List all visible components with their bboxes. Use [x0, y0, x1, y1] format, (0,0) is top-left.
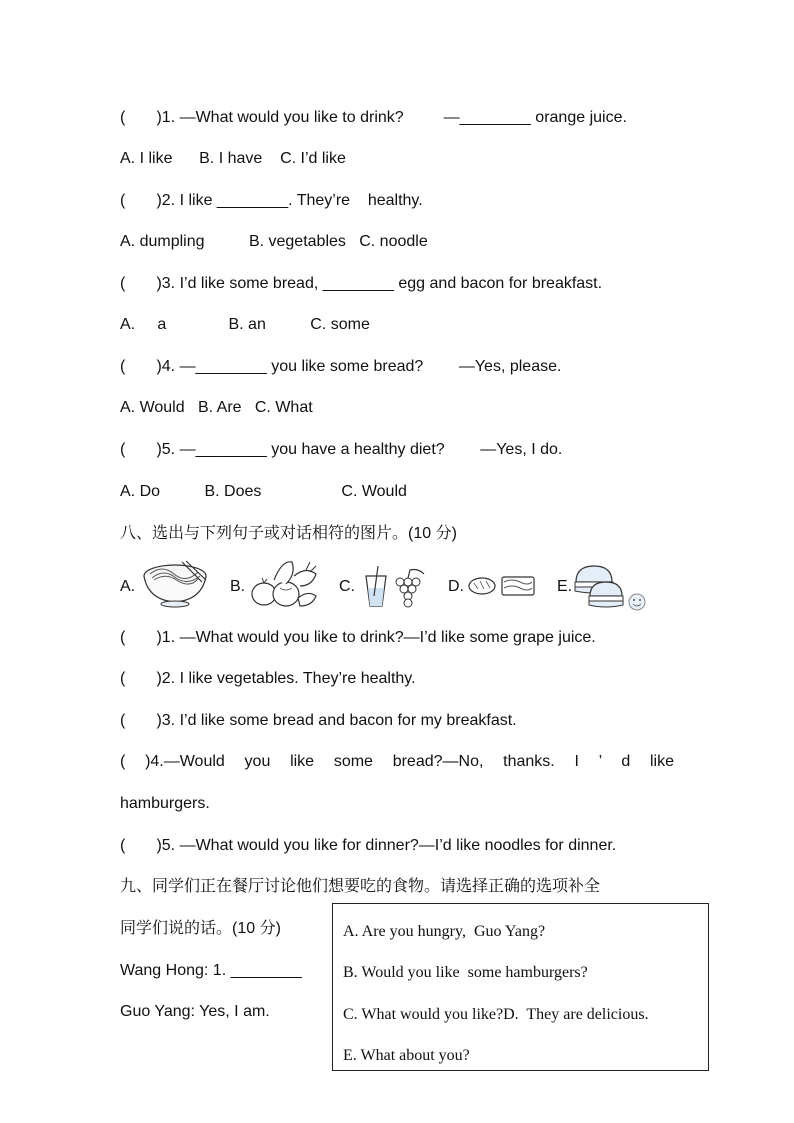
question-8-3: ( )3. I’d like some bread and bacon for my breakfast. — [120, 712, 517, 729]
bread-bacon-icon — [468, 572, 538, 600]
section-8-heading: 八、选出与下列句子或对话相符的图片。(10 分) — [120, 525, 457, 542]
option-c-d: C. What would you like?D. They are delicious. — [343, 1006, 649, 1023]
options-box — [332, 903, 709, 1071]
question-8-2: ( )2. I like vegetables. They’re healthy. — [120, 670, 416, 687]
option-b: B. Would you like some hamburgers? — [343, 964, 588, 981]
question-7-1-options: A. I like B. I have C. I’d like — [120, 150, 346, 167]
question-7-5-options: A. Do B. Does C. Would — [120, 483, 407, 500]
question-7-3: ( )3. I’d like some bread, ________ egg and bacon for breakfast. — [120, 275, 603, 292]
question-7-3-options: A. a B. an C. some — [120, 316, 370, 333]
picture-label-e: E. — [557, 578, 573, 595]
question-7-5: ( )5. —________ you have a healthy diet? —Yes, I do. — [120, 441, 563, 458]
question-7-2: ( )2. I like ________. They’re healthy. — [120, 192, 423, 209]
question-8-4-continued: hamburgers. — [120, 795, 210, 812]
picture-label-a: A. — [120, 578, 136, 595]
section-9-heading: 九、同学们正在餐厅讨论他们想要吃的食物。请选择正确的选项补全 — [120, 878, 601, 895]
vegetables-icon — [248, 556, 320, 610]
question-7-1: ( )1. —What would you like to drink? —________ orange juice. — [120, 109, 627, 126]
picture-label-d: D. — [448, 578, 464, 595]
dialog-line-1: Wang Hong: 1. ________ — [120, 962, 302, 979]
picture-label-b: B. — [230, 578, 246, 595]
option-e: E. What about you? — [343, 1047, 470, 1064]
picture-label-c: C. — [339, 578, 355, 595]
question-7-4: ( )4. —________ you like some bread? —Yes, please. — [120, 358, 562, 375]
option-a: A. Are you hungry, Guo Yang? — [343, 923, 546, 940]
question-7-4-options: A. Would B. Are C. What — [120, 399, 313, 416]
question-7-2-options: A. dumpling B. vegetables C. noodle — [120, 233, 428, 250]
question-8-4: ( )4.—Would you like some bread?—No, thanks. I ’ d like — [120, 753, 674, 770]
question-8-5: ( )5. —What would you like for dinner?—I’d like noodles for dinner. — [120, 837, 617, 854]
hamburgers-icon — [572, 562, 648, 614]
section-9-heading-continued: 同学们说的话。(10 分) — [120, 920, 281, 937]
juice-grapes-icon — [360, 566, 430, 612]
noodle-bowl-icon — [142, 560, 208, 608]
question-8-1: ( )1. —What would you like to drink?—I’d like some grape juice. — [120, 629, 596, 646]
dialog-line-2: Guo Yang: Yes, I am. — [120, 1003, 270, 1020]
